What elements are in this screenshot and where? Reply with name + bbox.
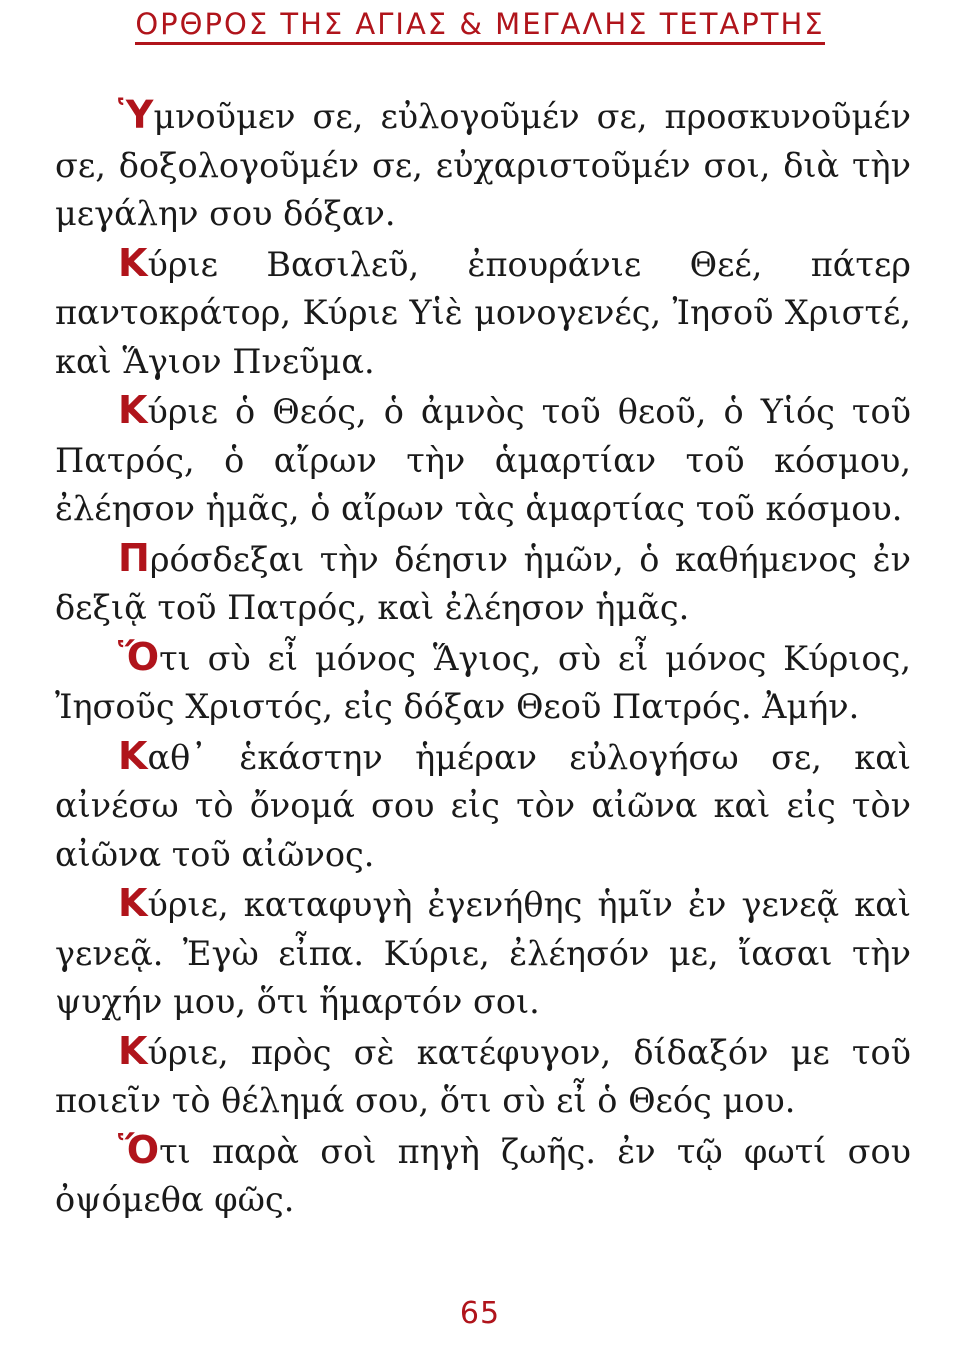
- drop-initial: Π: [118, 535, 150, 580]
- paragraph-text: τι παρὰ σοὶ πηγὴ ζωῆς. ἐν τῷ φωτί σου ὀψόμεθα φῶς.: [55, 1131, 911, 1219]
- drop-initial: Κ: [118, 881, 148, 925]
- paragraph: [55, 732, 911, 880]
- paragraph: [55, 633, 911, 732]
- drop-initial: Ὑ: [118, 93, 154, 137]
- paragraph: [55, 239, 911, 387]
- paragraph-text: ύριε ὁ Θεός, ὁ ἀμνὸς τοῦ θεοῦ, ὁ Υἱός τοῦ Πατρός, ὁ αἴρων τὴν ἁμαρτίαν τοῦ κόσμου, ἐλέησον ἡμᾶς, ὁ αἴρων τὰς ἁμαρτίας τοῦ κόσμου.: [55, 392, 911, 528]
- drop-initial: Κ: [118, 733, 148, 778]
- page-number: 65: [459, 1296, 501, 1331]
- paragraph: [55, 879, 911, 1027]
- paragraph-text: τι σὺ εἶ μόνος Ἅγιος, σὺ εἶ μόνος Κύριος, Ἰησοῦς Χριστός, εἰς δόξαν Θεοῦ Πατρός. Ἀμήν.: [55, 638, 911, 726]
- paragraph-text: ύριε, καταφυγὴ ἐγενήθης ἡμῖν ἐν γενεᾷ καὶ γενεᾷ. Ἐγὼ εἶπα. Κύριε, ἐλέησόν με, ἴασαι τὴν ψυχήν μου, ὅτι ἥμαρτόν σοι.: [55, 885, 911, 1021]
- paragraph-text: μνοῦμεν σε, εὐλογοῦμέν σε, προσκυνοῦμέν σε, δοξολογοῦμέν σε, εὐχαριστοῦμέν σοι, διὰ τὴν μεγάλην σου δόξαν.: [55, 97, 911, 233]
- paragraph-text: αθ᾽ ἑκάστην ἡμέραν εὐλογήσω σε, καὶ αἰνέσω τὸ ὄνομά σου εἰς τὸν αἰῶνα καὶ εἰς τὸν αἰῶνα τοῦ αἰῶνος.: [55, 737, 911, 874]
- document-body: [55, 91, 911, 1225]
- page-header: [0, 6, 960, 45]
- paragraph: [55, 1126, 911, 1225]
- drop-initial: Κ: [118, 240, 148, 285]
- paragraph: [55, 534, 911, 633]
- drop-initial: Κ: [118, 388, 148, 432]
- drop-initial: Κ: [118, 1028, 148, 1073]
- paragraph: [55, 1027, 911, 1126]
- paragraph-text: ρόσδεξαι τὴν δέησιν ἡμῶν, ὁ καθήμενος ἐν δεξιᾷ τοῦ Πατρός, καὶ ἐλέησον ἡμᾶς.: [55, 539, 911, 627]
- paragraph-text: ύριε, πρὸς σὲ κατέφυγον, δίδαξόν με τοῦ ποιεῖν τὸ θέλημά σου, ὅτι σὺ εἶ ὁ Θεός μου.: [55, 1032, 911, 1120]
- paragraph: [55, 386, 911, 534]
- paragraph: [55, 91, 911, 239]
- drop-initial: Ὅ: [118, 634, 160, 679]
- paragraph-text: ύριε Βασιλεῦ, ἐπουράνιε Θεέ, πάτερ παντοκράτορ, Κύριε Υἱὲ μονογενές, Ἰησοῦ Χριστέ, καὶ Ἅγιον Πνεῦμα.: [55, 244, 911, 381]
- drop-initial: Ὅ: [118, 1127, 160, 1172]
- page-title: ΟΡΘΡΟΣ ΤΗΣ ΑΓΙΑΣ & ΜΕΓΑΛΗΣ ΤΕΤΑΡΤΗΣ: [135, 6, 824, 45]
